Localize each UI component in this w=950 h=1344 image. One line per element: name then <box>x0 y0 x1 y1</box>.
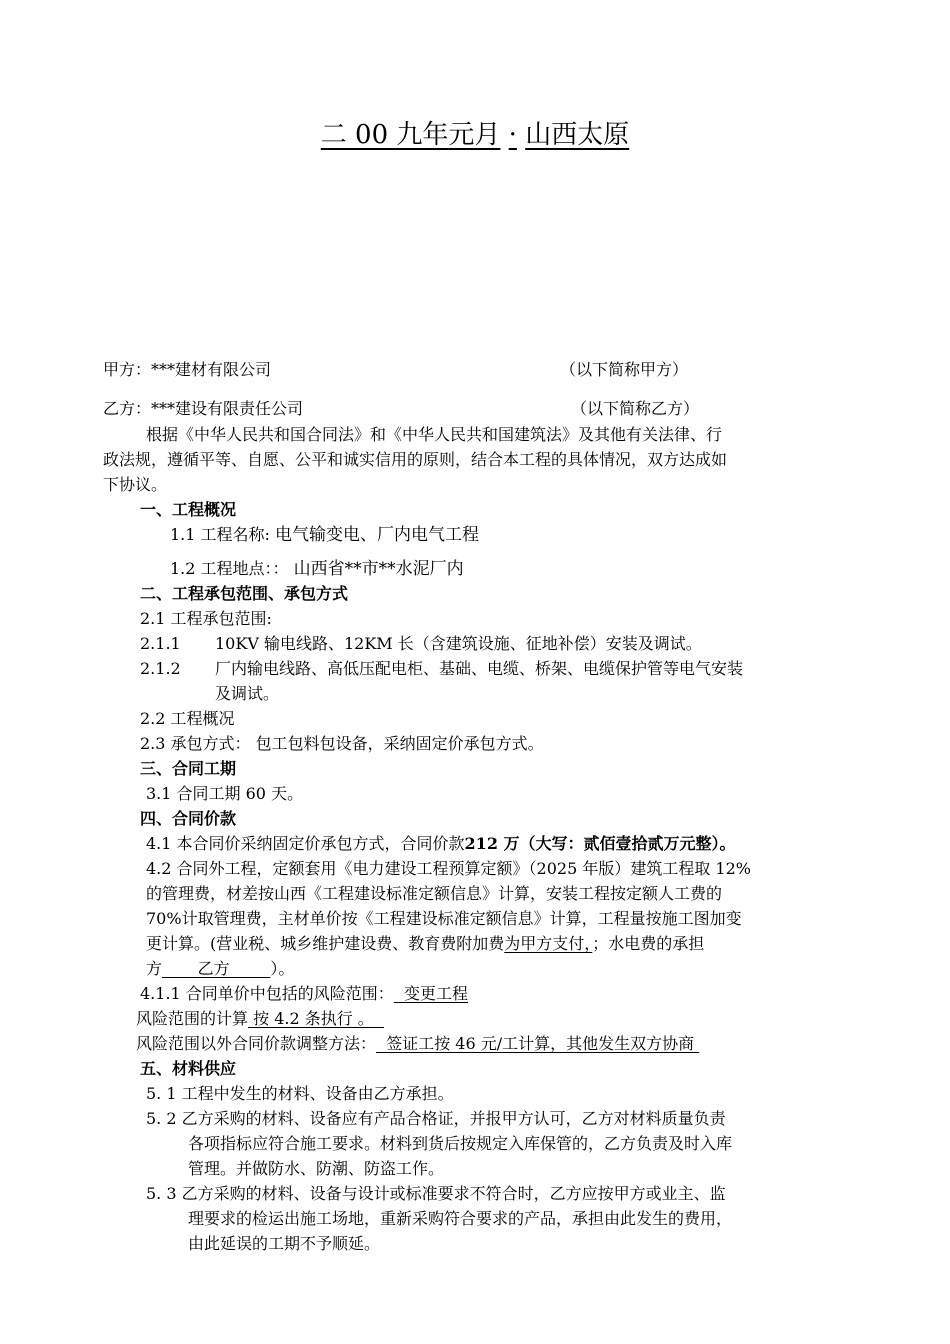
scope-item-2-number: 2.1.2 <box>140 659 181 678</box>
material-item-2-line-2: 各项指标应符合施工要求。材料到货后按规定入库保管的，乙方负责及时入库 <box>188 1134 733 1153</box>
risk-scope-value: 变更工程 <box>393 984 468 1003</box>
price-adjustment <box>136 1034 699 1054</box>
risk-scope-label: 4.1.1 合同单价中包括的风险范围： <box>140 984 394 1003</box>
title-part-year: 二 00 九年 <box>320 120 449 150</box>
material-item-3-line-3: 由此延误的工期不予顺延。 <box>188 1234 381 1253</box>
risk-scope <box>140 984 468 1004</box>
price-clause-text: 4.1 本合同价采纳固定价承包方式，合同价款 <box>146 834 465 853</box>
title-part-month: 元月 <box>448 120 501 150</box>
clause-4-2-line-3: 70%计取管理费，主材单价按《工程建设标准定额信息》计算，工程量按施工图加变 <box>146 909 742 928</box>
clause-4-2-line-4 <box>146 934 704 954</box>
scope-item-2-line-1: 厂内输电线路、高低压配电柜、基础、电缆、桥架、电缆保护管等电气安装 <box>215 659 744 678</box>
utility-payer-field: 乙方 <box>162 959 271 978</box>
clause-4-2-line-5 <box>146 959 294 979</box>
party-a: 甲方：***建材有限公司 <box>103 360 272 379</box>
project-name <box>170 525 479 545</box>
party-b: 乙方：***建设有限责任公司 <box>103 399 304 418</box>
title-part-dot: · <box>508 120 517 150</box>
clause-4-2-line-2: 的管理费，材差按山西《工程建设标准定额信息》计算，安装工程按定额人工费的 <box>146 884 723 903</box>
scope-item-1-number: 2.1.1 <box>140 634 181 653</box>
section-4-heading: 四、合同价款 <box>140 809 237 828</box>
project-site <box>170 559 464 579</box>
price-adjustment-label: 风险范围以外合同价款调整方法： <box>136 1034 377 1053</box>
material-item-2-line-3: 管理。并做防水、防潮、防盗工作。 <box>188 1159 445 1178</box>
price-amount: 212 万（大写：贰佰壹拾贰万元整）。 <box>464 834 736 853</box>
project-overview: 2.2 工程概况 <box>140 709 235 728</box>
section-2-heading: 二、工程承包范围、承包方式 <box>140 584 349 603</box>
section-3-heading: 三、合同工期 <box>140 759 237 778</box>
clause-4-2-line-5-post: ）。 <box>270 959 295 978</box>
material-item-3-line-1: 5. 3 乙方采购的材料、设备与设计或标准要求不符合时，乙方应按甲方或业主、监 <box>146 1184 726 1203</box>
party-a-note: （以下简称甲方） <box>560 360 689 379</box>
material-item-2-line-1: 5. 2 乙方采购的材料、设备应有产品合格证，并报甲方认可，乙方对材料质量负责 <box>146 1109 726 1128</box>
intro-line-1: 根据《中华人民共和国合同法》和《中华人民共和国建筑法》及其他有关法律、行 <box>146 425 723 444</box>
contract-mode: 2.3 承包方式： 包工包料包设备，采纳固定价承包方式。 <box>140 734 544 753</box>
project-name-label: 1.1 工程名称: <box>170 525 270 544</box>
project-site-value: 山西省**市**水泥厂内 <box>293 559 464 579</box>
scope-item-1-text: 10KV 输电线路、12KM 长（含建筑设施、征地补偿）安装及调试。 <box>215 634 702 653</box>
risk-calculation-label: 风险范围的计算 <box>136 1009 249 1028</box>
material-item-3-line-2: 理要求的检运出施工场地，重新采购符合要求的产品，承担由此发生的费用， <box>188 1209 733 1228</box>
project-name-value: 电气输变电、厂内电气工程 <box>275 525 480 545</box>
clause-4-2-line-4-pre: 更计算。(营业税、城乡维护建设费、教育费附加费 <box>146 934 505 953</box>
material-item-1: 5. 1 工程中发生的材料、设备由乙方承担。 <box>146 1084 454 1103</box>
risk-calculation-value: 按 4.2 条执行 。 <box>248 1009 384 1028</box>
party-b-note: （以下简称乙方） <box>571 399 700 418</box>
price-adjustment-value: 签证工按 46 元/工计算，其他发生双方协商 <box>376 1034 700 1053</box>
clause-4-2-line-4-post: ；水电费的承担 <box>592 934 705 953</box>
clause-4-2-line-1: 4.2 合同外工程，定额套用《电力建设工程预算定额》（2025 年版）建筑工程取 12% <box>146 859 751 878</box>
project-site-label: 1.2 工程地点：： <box>170 559 289 578</box>
price-clause-4-1 <box>146 834 736 854</box>
section-5-heading: 五、材料供应 <box>140 1059 237 1078</box>
clause-4-2-line-5-pre: 方 <box>146 959 163 978</box>
intro-line-3: 下协议。 <box>103 475 168 494</box>
tax-payer-field: 为甲方支付， <box>504 934 593 953</box>
title-part-place: 山西太原 <box>525 120 630 150</box>
scope-item-2-line-2: 及调试。 <box>215 684 280 703</box>
intro-line-2: 政法规，遵循平等、自愿、公平和诚实信用的原则，结合本工程的具体情况，双方达成如 <box>103 450 728 469</box>
contract-period: 3.1 合同工期 60 天。 <box>146 784 304 803</box>
scope-label: 2.1 工程承包范围: <box>140 609 272 628</box>
section-1-heading: 一、工程概况 <box>140 500 237 519</box>
document-title <box>0 118 950 152</box>
risk-calculation <box>136 1009 384 1029</box>
